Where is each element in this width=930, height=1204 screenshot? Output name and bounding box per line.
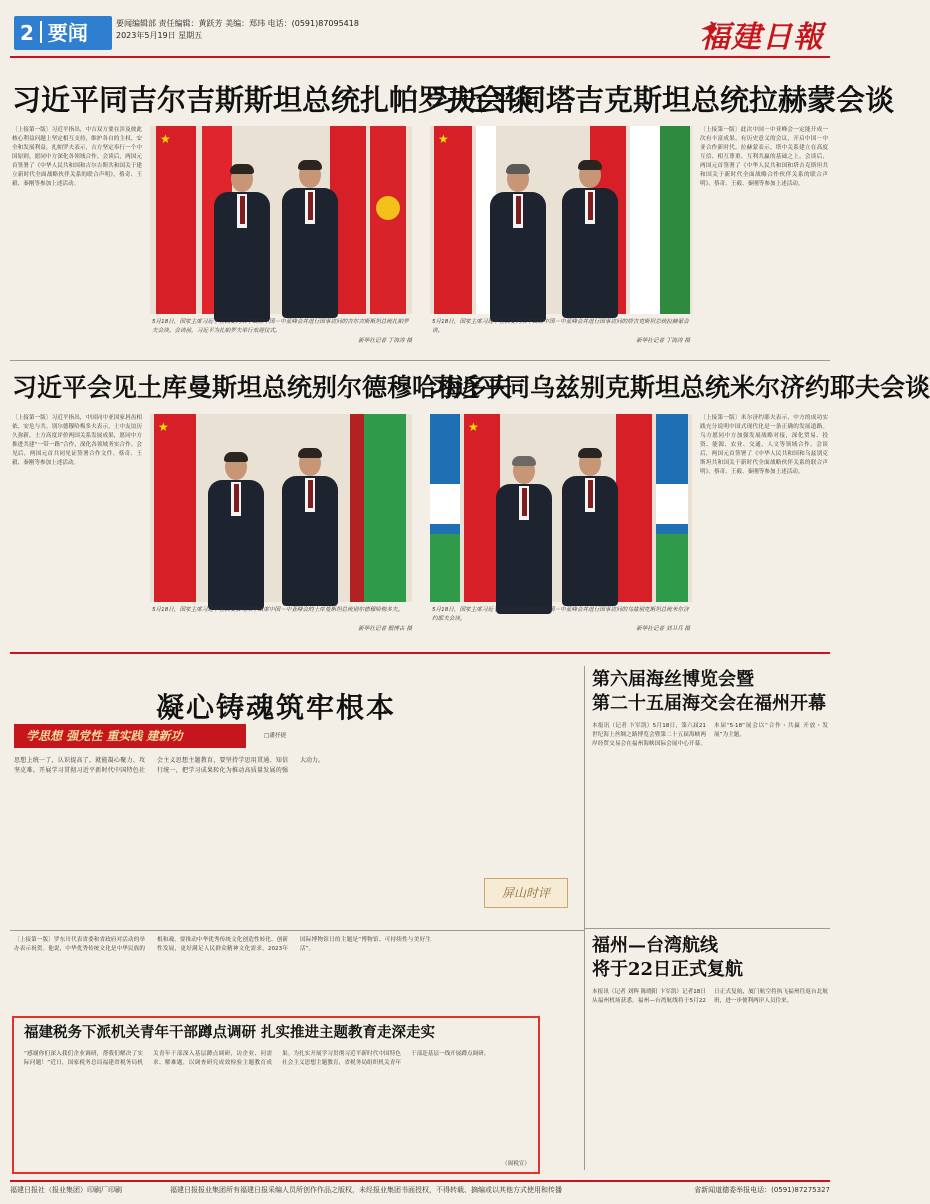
news-photo: ★ [430,414,692,602]
column-tag: 屏山时评 [484,878,568,908]
photo-credit: 新华社记者 殷博古 摄 [358,626,412,632]
commentary-body: 思想上统一了，认识提高了，就能凝心聚力、攻坚克难。开展学习贯彻习近平新时代中国特色社会主义思想主题教育，要坚持学思用贯通、知信行统一，把学习成果转化为推动高质量发展的强大动力。 [14,757,325,774]
governance-body: 〔上接第一版〕罗东川代表省委和省政府对活动的举办表示祝贺。他说，中华优秀传统文化是中华民族的根和魂，要推动中华优秀传统文化创造性转化、创新性发展，更好满足人民群众精神文化需求。2023年国际博物馆日的主题是“博物馆、可持续性与美好生活”。 [14,937,431,952]
photo-caption: 5月18日，国家主席习近平在西安会见来华出席中国－中亚峰会的土库曼斯坦总统别尔德穆哈梅多夫。 [152,607,404,613]
tax-article-box [12,1016,540,1174]
column-divider [584,666,585,1170]
flight-headline-line2: 将于22日正式复航 [592,959,744,980]
flight-body: 本报讯（记者 刘辉 陈晓阳 卞军凯）记者18日从福州机场获悉，福州—台湾航线将于5月22日正式复航，厦门航空将执飞福州往返台北航班，进一步便利两岸人员往来。 [592,989,828,1004]
article-body: 〔上接第一版〕习近平指出，中国同中亚国家唇齿相依、安危与共。别尔德穆哈梅多夫表示，土中友谊历久弥新，土方高度评价两国关系发展成果，愿同中方推进共建“一带一路”合作，深化各领域务实合作。会见后，两国元首共同见证签署合作文件。蔡奇、王毅、秦刚等参加上述活动。 [12,415,142,466]
news-photo: ★ [430,126,692,314]
divider [584,928,830,929]
news-photo: ★ [150,126,412,314]
footer-hotline: 省新闻道德委举报电话：(0591)87275327 [694,1186,830,1194]
editors-line: 要闻编辑部 责任编辑：黄跃芳 美编：郑玮 电话：(0591)87095418 [116,19,359,28]
flight-headline-line1: 福州—台湾航线 [592,935,718,956]
section-name: 要闻 [47,21,88,45]
article-body: 〔上接第一版〕米尔济约耶夫表示，中方的成功实践充分说明中国式现代化是一条正确的发展道路。乌方愿同中方加强发展战略对接，深化贸易、投资、能源、农业、交通、人文等领域合作。会谈后，两国元首签署了《中华人民共和国和乌兹别克斯坦共和国关于新时代全面战略伙伴关系的联合声明》。蔡奇、王毅、秦刚等参加上述活动。 [700,415,828,475]
date-line: 2023年5月19日 星期五 [116,31,203,40]
theme-banner: 学思想 强党性 重实践 建新功 [14,724,246,748]
page-footer [10,1180,830,1198]
article-headline: 习近平同塔吉克斯坦总统拉赫蒙会谈 [430,83,895,117]
flight-headline [592,934,828,982]
photo-credit: 新华社记者 丁海涛 摄 [636,338,690,344]
divider [10,652,830,654]
photo-caption: 5月18日，国家主席习近平在西安同来华出席中国－中亚峰会并进行国事访问的乌兹别克斯坦总统米尔济约耶夫会谈。 [432,607,689,622]
article-headline: 习近平同吉尔吉斯斯坦总统扎帕罗夫会谈 [12,83,535,117]
news-photo: ★ [150,414,412,602]
page-number: 2 [20,21,34,45]
footer-copyright: 福建日报报业集团所有福建日报采编人员所创作作品之版权，未经报业集团书面授权，不得转载、摘编或以其他方式使用和传播 [170,1186,562,1194]
masthead: 福建日報 [700,20,824,55]
footer-left: 福建日报社（报业集团）印刷厂印刷 [10,1186,122,1194]
expo-body: 本报讯（记者 卞军凯）5月18日，第六届21世纪海上丝绸之路博览会暨第二十五届海峡两岸经贸交易会在福州海峡国际会展中心开幕。本届“5·18”展会以“合作・共赢 开放・发展”为主题。 [592,723,828,747]
commentary-byline: □潘抒捷 [264,733,287,739]
expo-headline-line1: 第六届海丝博览会暨 [592,669,754,690]
photo-credit: 新华社记者 丁海涛 摄 [358,338,412,344]
page-header [10,6,830,58]
page-tab [14,16,112,50]
tax-source: （闽税宣） [502,1161,530,1167]
photo-caption: 5月18日，国家主席习近平在西安同来华出席中国－中亚峰会并进行国事访问的吉尔吉斯斯坦总统扎帕罗夫会谈。会谈前，习近平为扎帕罗夫举行欢迎仪式。 [152,319,409,334]
photo-credit: 新华社记者 刘卫兵 摄 [636,626,690,632]
article-body: 〔上接第一版〕此次中国－中亚峰会一定能开成一次有丰富成果、有历史意义的会议，开启中国－中亚合作新时代。拉赫蒙表示，塔中关系建立在高度互信、相互尊重、互利共赢的基础之上。会谈后，两国元首签署了《中华人民共和国和塔吉克斯坦共和国关于新时代全面战略合作伙伴关系的联合声明》。蔡奇、王毅、秦刚等参加上述活动。 [700,127,828,187]
article-headline: 习近平会见土库曼斯坦总统别尔德穆哈梅多夫 [12,373,513,402]
tax-body: “感谢你们深入我们企业调研，帮我们解决了实际问题！”近日，国家税务总局福建省税务局机关青年干部深入基层蹲点调研，访企业、问需求、解难题，以调查研究成效检验主题教育成果。为扎实开展学习贯彻习近平新时代中国特色社会主义思想主题教育，省税务局组织机关青年干部赴基层一线开展蹲点调研。 [24,1051,490,1066]
article-headline: 习近平同乌兹别克斯坦总统米尔济约耶夫会谈 [430,373,930,402]
editor-info [116,18,359,42]
photo-caption: 5月18日，国家主席习近平在西安同来华出席中国－中亚峰会并进行国事访问的塔吉克斯坦总统拉赫蒙会谈。 [432,319,689,334]
divider [10,360,830,361]
divider [10,930,584,931]
commentary-headline: 凝心铸魂筑牢根本 [156,691,397,724]
expo-headline-line2: 第二十五届海交会在福州开幕 [592,693,826,714]
expo-headline [592,668,828,716]
article-body: 〔上接第一版〕习近平指出，中吉双方要在涉及彼此核心利益问题上坚定相互支持，维护各自的主权、安全和发展利益。扎帕罗夫表示，吉方坚定奉行一个中国原则，愿同中方深化各领域合作。会谈后，两国元首签署了《中华人民共和国和吉尔吉斯共和国关于建立新时代全面战略伙伴关系的联合声明》。蔡奇、王毅、秦刚等参加上述活动。 [12,127,142,187]
tax-headline: 福建税务下派机关青年干部蹲点调研 扎实推进主题教育走深走实 [24,1024,436,1041]
